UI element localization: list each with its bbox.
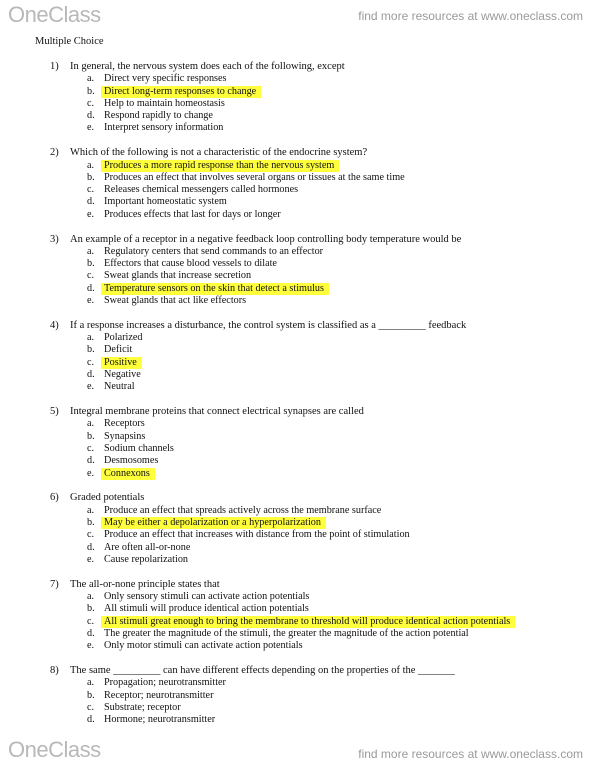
option-text: Produces an effect that involves several organs or tissues at the same time	[104, 171, 405, 183]
option-text: The greater the magnitude of the stimuli, the greater the magnitude of the action potential	[104, 627, 469, 639]
question-text: The same _________ can have different effects depending on the properties of the _______	[70, 664, 455, 676]
option-letter: a.	[87, 677, 95, 689]
answer-option-highlighted	[0, 160, 595, 172]
option-letter: a.	[87, 159, 95, 171]
option-letter: c.	[87, 97, 95, 109]
question-3	[0, 234, 595, 308]
question-text: Which of the following is not a characteristic of the endocrine system?	[70, 147, 368, 159]
option-text: Propagation; neurotransmitter	[104, 677, 226, 689]
question-stem	[0, 579, 595, 591]
option-letter: c.	[87, 356, 95, 368]
question-number: 5)	[50, 406, 59, 418]
option-text: Direct very specific responses	[104, 73, 227, 85]
option-text: Desmosomes	[104, 455, 159, 467]
question-stem	[0, 665, 595, 677]
question-stem	[0, 492, 595, 504]
option-letter: e.	[87, 122, 95, 134]
option-letter: d.	[87, 714, 95, 726]
answer-option	[0, 591, 595, 603]
option-letter: e.	[87, 208, 95, 220]
question-text: If a response increases a disturbance, the control system is classified as a _________ feedback	[70, 319, 467, 331]
option-letter: d.	[87, 110, 95, 122]
question-stem	[0, 147, 595, 159]
answer-option	[0, 628, 595, 640]
question-number: 6)	[50, 492, 59, 504]
option-text: Positive	[101, 357, 142, 369]
question-stem	[0, 61, 595, 73]
option-letter: d.	[87, 627, 95, 639]
answer-option	[0, 455, 595, 467]
answer-option	[0, 677, 595, 689]
option-text: Regulatory centers that send commands to an effector	[104, 245, 324, 257]
answer-option	[0, 542, 595, 554]
option-letter: c.	[87, 270, 95, 282]
question-number: 3)	[50, 233, 59, 245]
option-letter: d.	[87, 282, 95, 294]
option-text: Important homeostatic system	[104, 196, 227, 208]
option-text: Sweat glands that increase secretion	[104, 270, 252, 282]
question-text: Integral membrane proteins that connect electrical synapses are called	[70, 406, 364, 418]
question-text: In general, the nervous system does each of the following, except	[70, 61, 345, 72]
answer-option	[0, 98, 595, 110]
option-letter: e.	[87, 467, 95, 479]
answer-option-highlighted	[0, 86, 595, 98]
option-letter: c.	[87, 615, 95, 627]
answer-option-highlighted	[0, 616, 595, 628]
option-letter: b.	[87, 430, 95, 442]
answer-option	[0, 184, 595, 196]
option-text: All stimuli great enough to bring the membrane to threshold will produce identical action potentials	[101, 616, 515, 628]
question-6	[0, 492, 595, 566]
answer-option	[0, 702, 595, 714]
option-text: Cause repolarization	[104, 553, 189, 565]
option-text: Interpret sensory information	[104, 122, 224, 134]
question-number: 2)	[50, 147, 59, 159]
option-text: Produce an effect that spreads actively across the membrane surface	[104, 504, 382, 516]
question-1	[0, 61, 595, 135]
option-letter: a.	[87, 504, 95, 516]
option-text: Produce an effect that increases with distance from the point of stimulation	[104, 529, 410, 541]
answer-option-highlighted	[0, 357, 595, 369]
answer-option	[0, 73, 595, 85]
option-text: Releases chemical messengers called hormones	[104, 184, 299, 196]
option-letter: d.	[87, 541, 95, 553]
option-text: May be either a depolarization or a hyperpolarization	[101, 517, 326, 529]
answer-option	[0, 443, 595, 455]
option-text: Receptors	[104, 418, 145, 430]
option-text: Substrate; receptor	[104, 701, 181, 713]
answer-option	[0, 209, 595, 221]
footer-tagline-link[interactable]: find more resources at www.oneclass.com	[358, 747, 583, 761]
option-text: Only motor stimuli can activate action potentials	[104, 640, 303, 652]
answer-option	[0, 603, 595, 615]
answer-option	[0, 690, 595, 702]
option-letter: c.	[87, 443, 95, 455]
question-text: The all-or-none principle states that	[70, 578, 220, 590]
option-letter: e.	[87, 295, 95, 307]
question-stem	[0, 234, 595, 246]
option-letter: d.	[87, 196, 95, 208]
option-letter: c.	[87, 184, 95, 196]
section-title: Multiple Choice	[35, 36, 104, 47]
answer-option	[0, 258, 595, 270]
answer-option-highlighted	[0, 283, 595, 295]
option-text: Direct long-term responses to change	[101, 86, 261, 98]
option-text: All stimuli will produce identical action potentials	[104, 603, 309, 615]
question-5	[0, 406, 595, 480]
option-letter: a.	[87, 332, 95, 344]
option-letter: b.	[87, 258, 95, 270]
option-text: Effectors that cause blood vessels to dilate	[104, 258, 277, 270]
question-list	[0, 61, 595, 739]
option-letter: b.	[87, 603, 95, 615]
option-text: Polarized	[104, 332, 143, 344]
option-text: Synapsins	[104, 430, 146, 442]
question-4	[0, 320, 595, 394]
option-text: Sweat glands that act like effectors	[104, 295, 247, 307]
question-stem	[0, 406, 595, 418]
option-text: Help to maintain homeostasis	[104, 97, 225, 109]
question-number: 8)	[50, 664, 59, 676]
answer-option	[0, 714, 595, 726]
answer-option	[0, 332, 595, 344]
answer-option	[0, 505, 595, 517]
question-8	[0, 665, 595, 726]
option-letter: a.	[87, 590, 95, 602]
answer-option	[0, 295, 595, 307]
option-letter: e.	[87, 553, 95, 565]
question-text: Graded potentials	[70, 492, 145, 504]
header-tagline-link[interactable]: find more resources at www.oneclass.com	[358, 9, 583, 23]
answer-option	[0, 172, 595, 184]
answer-option	[0, 554, 595, 566]
answer-option	[0, 431, 595, 443]
answer-option	[0, 122, 595, 134]
answer-option	[0, 369, 595, 381]
answer-option	[0, 640, 595, 652]
option-text: Negative	[104, 369, 141, 381]
option-text: Neutral	[104, 381, 135, 393]
option-text: Respond rapidly to change	[104, 110, 213, 122]
question-2	[0, 147, 595, 221]
option-text: Receptor; neurotransmitter	[104, 689, 214, 701]
option-letter: b.	[87, 517, 95, 528]
answer-option	[0, 270, 595, 282]
option-text: Only sensory stimuli can activate action potentials	[104, 590, 310, 602]
answer-option	[0, 418, 595, 430]
option-letter: b.	[87, 344, 95, 356]
question-stem	[0, 320, 595, 332]
option-text: Produces effects that last for days or longer	[104, 208, 281, 220]
option-text: Are often all-or-none	[104, 541, 191, 553]
option-letter: a.	[87, 245, 95, 257]
option-letter: a.	[87, 73, 95, 85]
option-letter: e.	[87, 640, 95, 652]
question-number: 7)	[50, 578, 59, 590]
answer-option	[0, 529, 595, 541]
option-letter: c.	[87, 701, 95, 713]
question-number: 1)	[50, 61, 59, 72]
oneclass-logo-footer[interactable]: OneClass	[8, 737, 101, 762]
option-text: Temperature sensors on the skin that detect a stimulus	[101, 283, 329, 295]
option-text: Sodium channels	[104, 443, 174, 455]
option-text: Produces a more rapid response than the nervous system	[101, 160, 339, 172]
answer-option	[0, 246, 595, 258]
question-7	[0, 579, 595, 653]
option-letter: d.	[87, 369, 95, 381]
option-letter: b.	[87, 689, 95, 701]
answer-option	[0, 381, 595, 393]
option-letter: c.	[87, 529, 95, 541]
option-letter: a.	[87, 418, 95, 430]
question-text: An example of a receptor in a negative feedback loop controlling body temperature would be	[70, 233, 462, 245]
option-letter: b.	[87, 85, 95, 97]
option-letter: d.	[87, 455, 95, 467]
answer-option	[0, 344, 595, 356]
option-text: Deficit	[104, 344, 133, 356]
option-text: Connexons	[101, 468, 155, 480]
question-number: 4)	[50, 319, 59, 331]
oneclass-logo[interactable]: OneClass	[8, 2, 101, 27]
answer-option-highlighted	[0, 517, 595, 529]
option-letter: b.	[87, 171, 95, 183]
answer-option-highlighted	[0, 468, 595, 480]
option-text: Hormone; neurotransmitter	[104, 714, 216, 726]
answer-option	[0, 196, 595, 208]
answer-option	[0, 110, 595, 122]
option-letter: e.	[87, 381, 95, 393]
